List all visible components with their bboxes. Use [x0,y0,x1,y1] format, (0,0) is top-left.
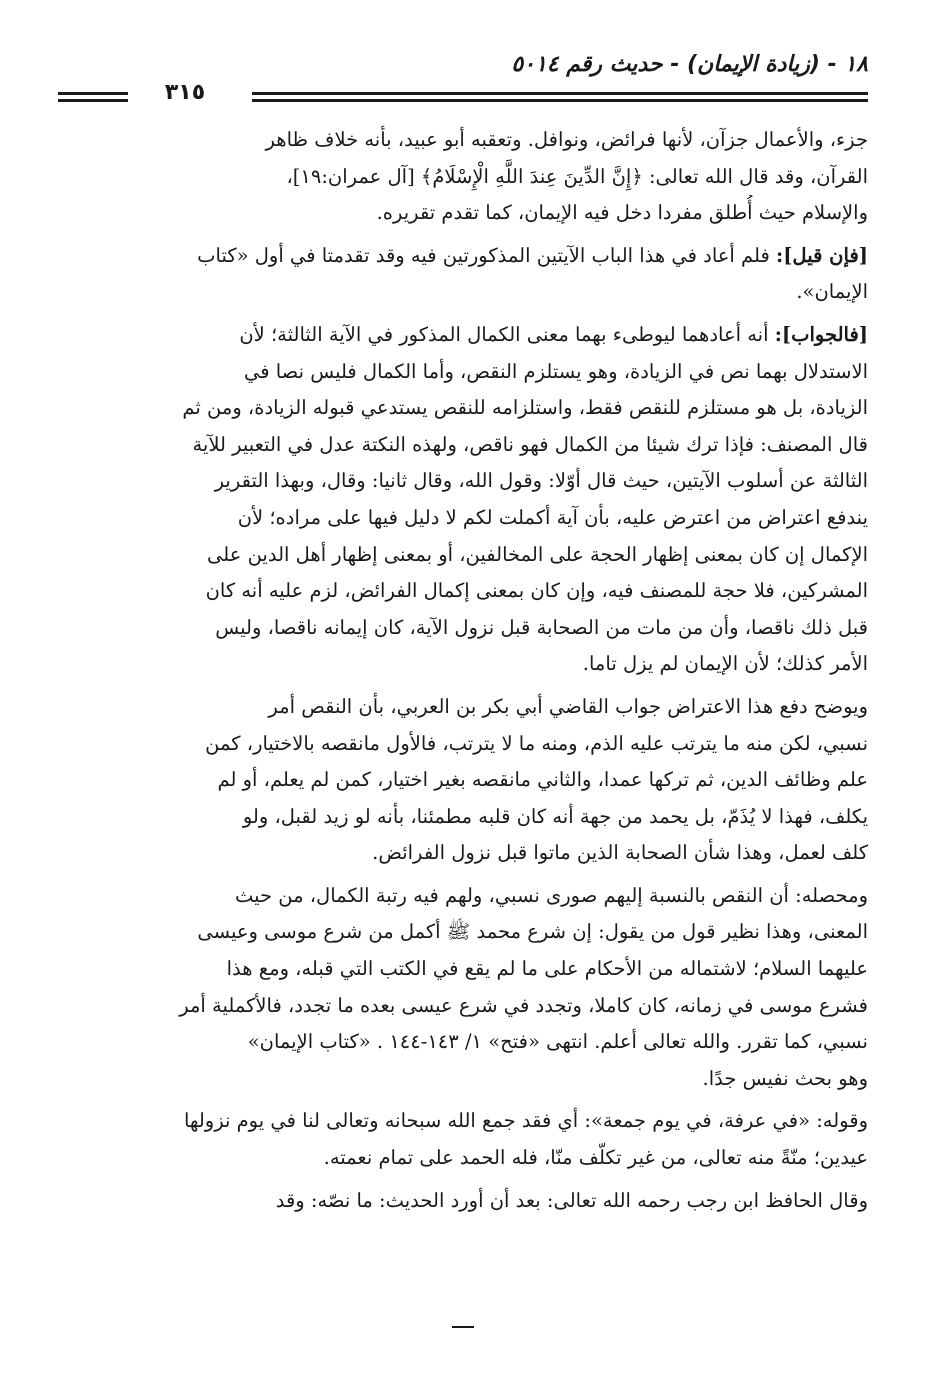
text-span: أنه أعادهما ليوطىء بهما معنى الكمال المذكور في الآية الثالثة؛ لأن [239,322,775,346]
paragraph [58,122,868,232]
text-line: كلف لعمل، وهذا شأن الصحابة الذين ماتوا قبل نزول الفرائض. [372,841,868,865]
text-line: والإسلام حيث أُطلق مفردا دخل فيه الإيمان، كما تقدم تقريره. [376,201,868,225]
text-line: الأمر كذلك؛ لأن الإيمان لم يزل تاما. [582,652,868,676]
paragraph [58,317,868,683]
text-line [58,317,868,354]
text-line: نسبي، لكن منه ما يترتب عليه الذم، ومنه ما لا يترتب، فالأول مانقصه بالاختيار، كمن [205,731,868,755]
footer-dash [452,1326,474,1328]
text-line: علم وظائف الدين، ثم تركها عمدا، والثاني مانقصه بغير اختيار، كمن لم يعلم، أو لم [217,768,868,792]
text-line: نسبي، كما تقرر. والله تعالى أعلم. انتهى «فتح» ١/ ١٤٣-١٤٤ . «كتاب الإيمان» [247,1030,868,1054]
text-line: وهو بحث نفيس جدًا. [702,1066,868,1090]
text-line: عيدين؛ منّةً منه تعالى، من غير تكلّف منّا، فله الحمد على تمام نعمته. [323,1146,868,1170]
text-line: يكلف، فهذا لا يُذَمّ، بل يحمد من جهة أنه كان قلبه مطمئنا، بأنه لو زيد لقبل، ولو [242,804,868,828]
header-short-rule [58,92,128,102]
text-line: جزء، والأعمال جزآن، لأنها فرائض، ونوافل. وتعقبه أبو عبيد، بأنه خلاف ظاهر [265,128,868,151]
text-line [58,238,868,275]
text-line: القرآن، وقد قال الله تعالى: ﴿إِنَّ الدِّينَ عِندَ اللَّهِ الْإِسْلَامُ﴾ [آل عمران:١٩]، [286,164,868,188]
text-line: يندفع اعتراض من اعترض عليه، بأن آية أكملت لكم لا دليل فيها على مراده؛ لأن [237,505,868,529]
paragraph [58,238,868,311]
paragraph [58,878,868,1098]
text-line: قبل ذلك ناقصا، وأن من مات من الصحابة قبل نزول الآية، كان إيمانه ناقصا، وليس [215,615,868,639]
text-line: المعنى، وهذا نظير قول من يقول: إن شرع محمد ﷺ أكمل من شرع موسى وعيسى [197,920,868,944]
paragraph-lead: [فإن قيل]: [776,243,868,267]
text-line: الإكمال إن كان بمعنى إظهار الحجة على المخالفين، أو بمعنى إظهار أهل الدين على [207,542,868,566]
text-line: الزيادة، بل هو مستلزم للنقص فقط، واستلزامه للنقص يستدعي قبوله الزيادة، ومن ثم [182,396,868,420]
paragraph [58,1183,868,1220]
text-span: فلم أعاد في هذا الباب الآيتين المذكورتين فيه وقد تقدمتا في أول «كتاب [197,243,776,267]
paragraph [58,689,868,872]
text-line: ويوضح دفع هذا الاعتراض جواب القاضي أبي بكر بن العربي، بأن النقص أمر [268,694,868,718]
text-line: عليهما السلام؛ لاشتماله من الأحكام على ما لم يقع في الكتب التي قبله، ومع هذا [226,957,868,981]
text-line: ومحصله: أن النقص بالنسبة إليهم صورى نسبي، ولهم فيه رتبة الكمال، من حيث [234,883,868,907]
text-line: الثالثة عن أسلوب الآيتين، حيث قال أوّلا: وقول الله، وقال ثانيا: وقال، وبهذا التقرير [214,469,868,493]
text-line: الاستدلال بهما نص في الزيادة، وهو يستلزم النقص، وأما الكمال فليس نصا في [243,359,868,383]
page-number: ٣١٥ [164,80,206,105]
body-text [58,122,868,1292]
text-line: الإيمان». [796,280,868,304]
text-line: المشركين، فلا حجة للمصنف فيه، وإن كان بمعنى إكمال الفرائض، لزم عليه أنه كان [205,579,868,603]
text-line: فشرع موسى في زمانه، كان كاملا، وتجدد في شرع عيسى بعده ما تجدد، فالأكملية أمر [179,993,868,1017]
text-line: وقوله: «في عرفة، في يوم جمعة»: أي فقد جمع الله سبحانه وتعالى لنا في يوم نزولها [183,1109,868,1133]
header-rule-row [58,80,868,108]
text-line: وقال الحافظ ابن رجب رحمه الله تعالى: بعد أن أورد الحديث: ما نصّه: وقد [275,1188,868,1212]
paragraph-lead: [فالجواب]: [774,322,868,346]
header-double-rule [252,92,868,102]
text-line: قال المصنف: فإذا ترك شيئا من الكمال فهو ناقص، ولهذه النكتة عدل في التعبير للآية [192,432,868,456]
running-header: ١٨ - (زيادة الإيمان) - حديث رقم ٥٠١٤ [511,52,868,77]
paragraph [58,1103,868,1176]
